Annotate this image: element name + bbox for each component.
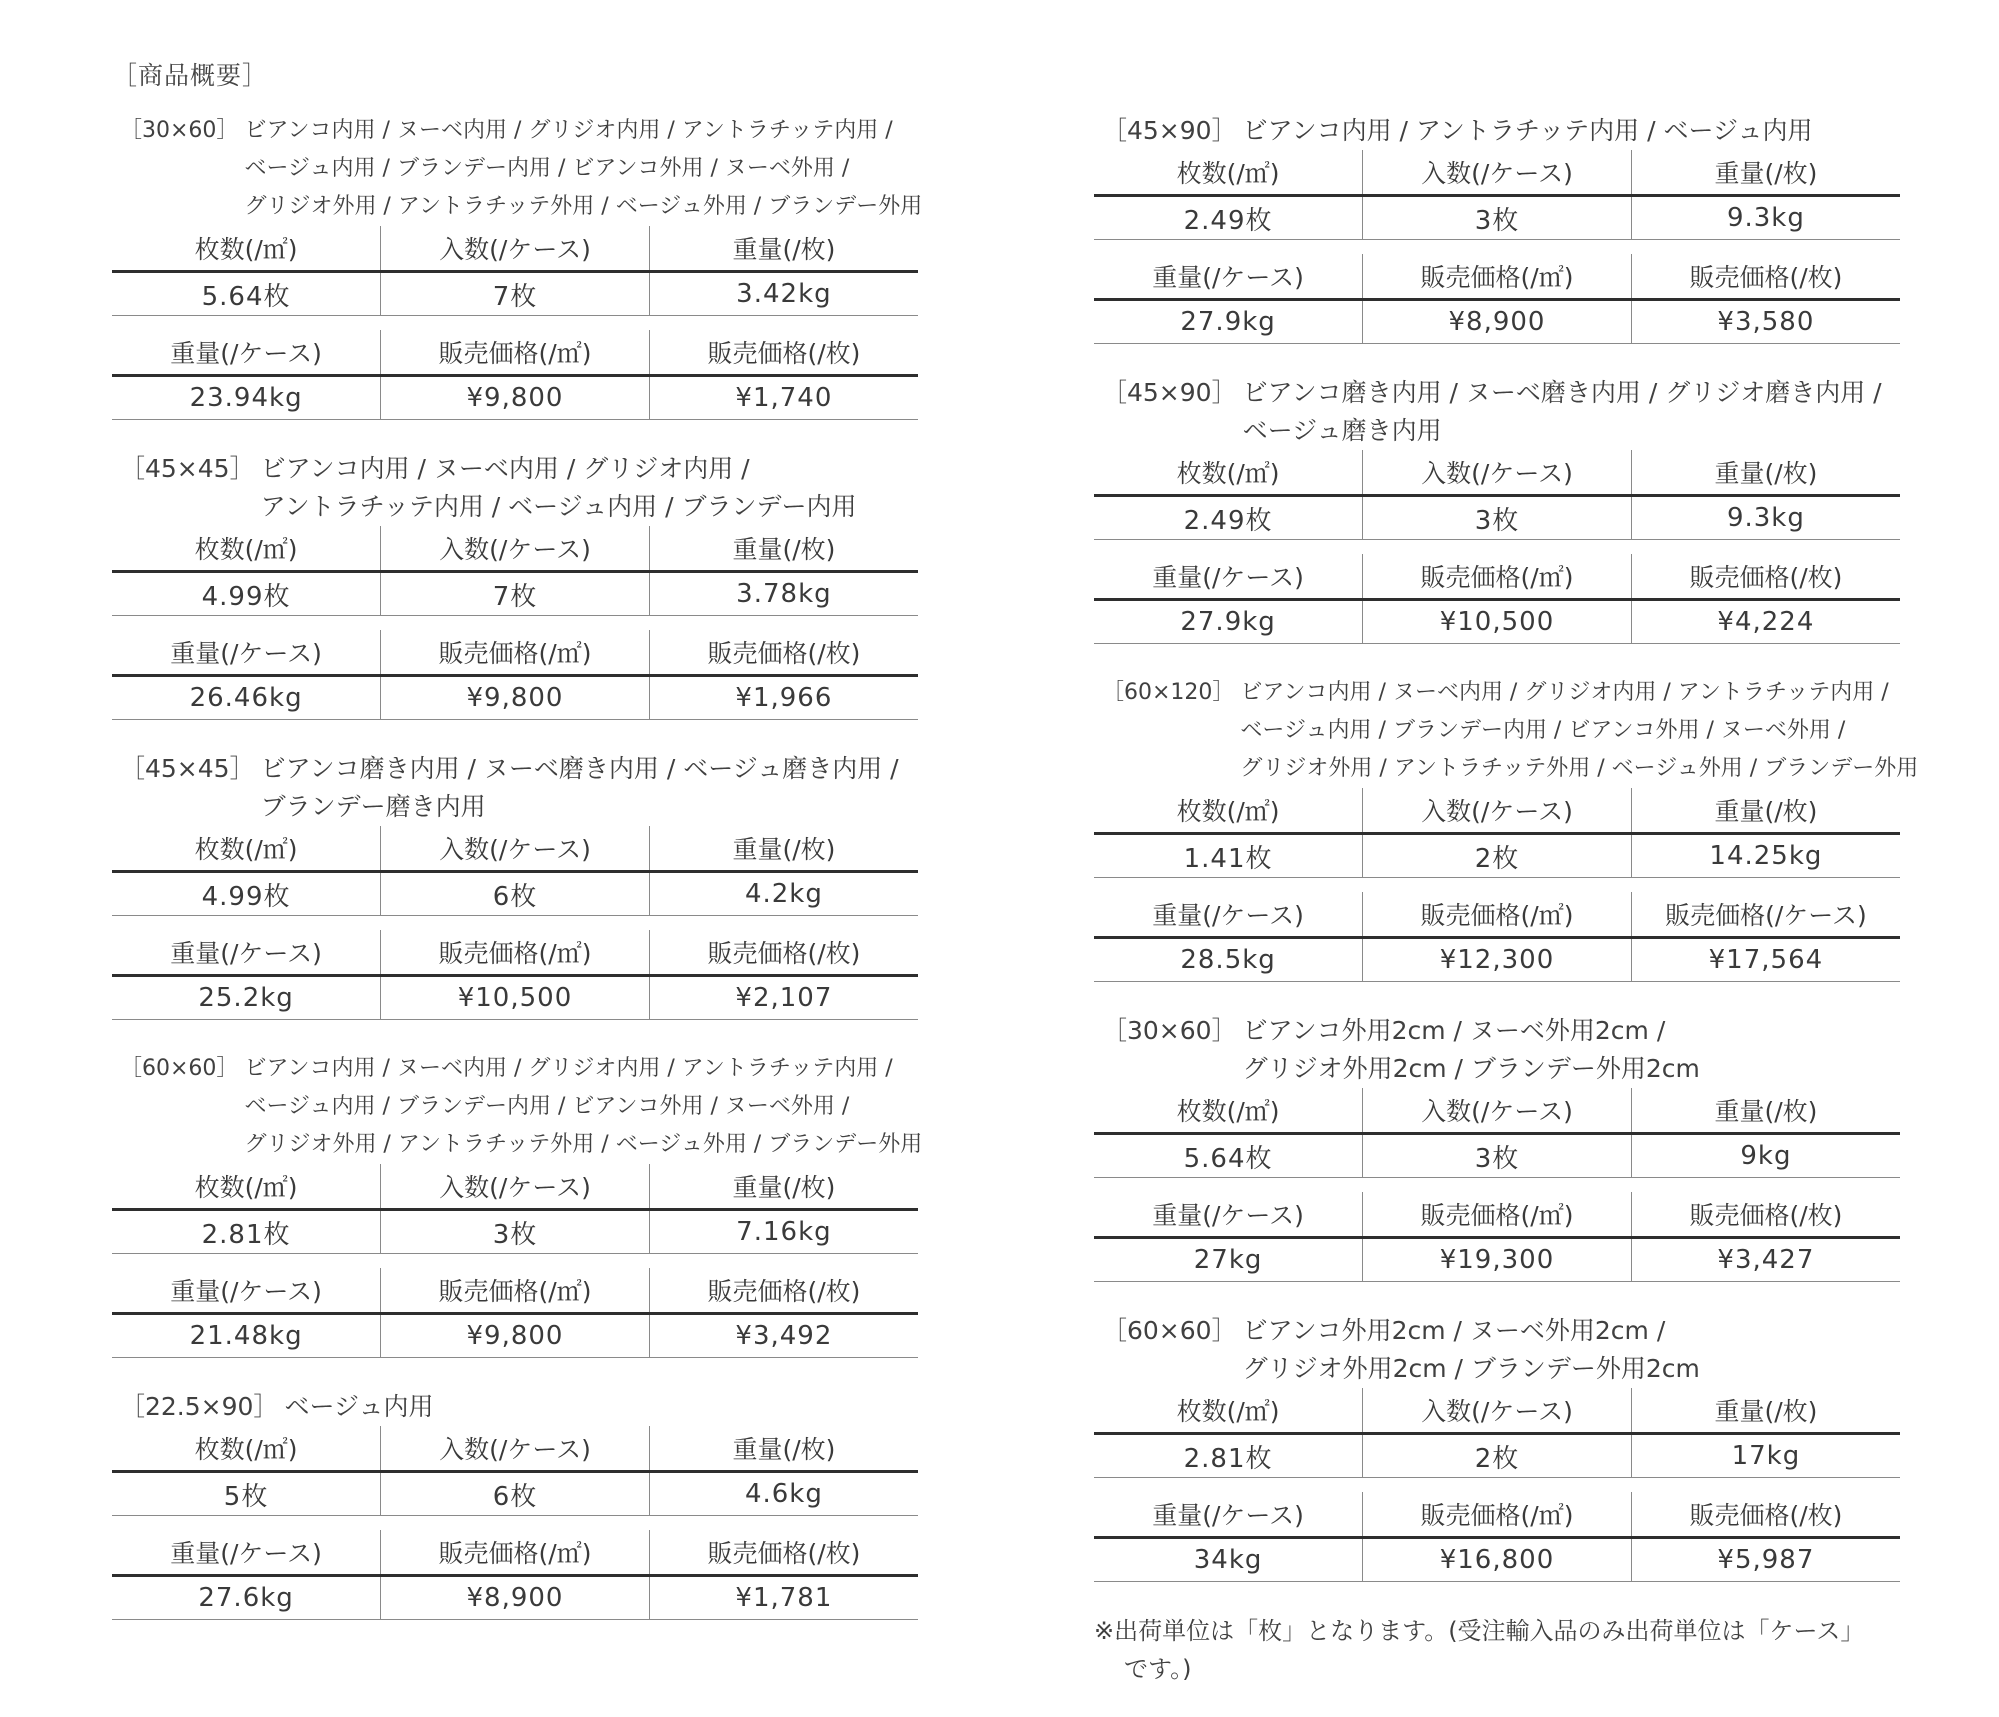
spec-value-row — [112, 976, 918, 1020]
product-section — [112, 750, 918, 1020]
spec-value-cell: 5枚 — [112, 1472, 381, 1516]
spec-body — [1094, 496, 1900, 540]
spec-table — [1094, 892, 1900, 982]
spec-header-cell: 販売価格(/枚) — [649, 1530, 918, 1576]
spec-header-cell: 重量(/枚) — [649, 226, 918, 272]
spec-header-row — [1094, 1492, 1900, 1538]
section-heading — [1094, 674, 1919, 788]
spec-body — [112, 572, 918, 616]
spec-header-cell: 販売価格(/枚) — [649, 930, 918, 976]
tile-size-label: ［45×90］ — [1102, 378, 1237, 407]
spec-value-row — [112, 272, 918, 316]
spec-body — [1094, 1134, 1900, 1178]
spec-header-cell: 枚数(/㎡) — [112, 526, 381, 572]
spec-header-row — [112, 1164, 918, 1210]
spec-header-cell: 販売価格(/㎡) — [381, 1530, 650, 1576]
spec-value-row — [112, 1210, 918, 1254]
spec-value-row — [112, 1314, 918, 1358]
spec-header-cell: 重量(/枚) — [649, 1164, 918, 1210]
spec-header-row — [112, 826, 918, 872]
spec-value-cell: 17kg — [1631, 1434, 1900, 1478]
product-name-line: ベージュ内用 / ブランデー内用 / ビアンコ外用 / ヌーベ外用 / — [1240, 718, 1846, 743]
spec-table — [112, 826, 918, 916]
spec-header-cell: 販売価格(/㎡) — [381, 930, 650, 976]
spec-value-cell: ¥3,580 — [1631, 300, 1900, 344]
tile-size-label: ［60×120］ — [1102, 680, 1235, 705]
spec-value-cell: 6枚 — [381, 872, 650, 916]
spec-value-cell: 9.3kg — [1631, 196, 1900, 240]
spec-table — [112, 1530, 918, 1620]
spec-value-cell: 4.99枚 — [112, 872, 381, 916]
spec-header-cell: 重量(/枚) — [1631, 450, 1900, 496]
spec-header-row — [1094, 1192, 1900, 1238]
spec-body — [1094, 300, 1900, 344]
spec-header-row — [112, 1530, 918, 1576]
spec-value-cell: 7枚 — [381, 272, 650, 316]
product-section — [1094, 1312, 1900, 1582]
right-column — [1094, 112, 1919, 1688]
spec-header-cell: 重量(/ケース) — [1094, 554, 1363, 600]
spec-table — [112, 1268, 918, 1358]
product-names — [1237, 112, 1900, 150]
spec-value-cell: 21.48kg — [112, 1314, 381, 1358]
spec-header-cell: 入数(/ケース) — [1363, 1388, 1632, 1434]
section-heading — [112, 450, 918, 526]
spec-value-cell: 3枚 — [1363, 1134, 1632, 1178]
spec-table — [1094, 450, 1900, 540]
spec-header-row — [1094, 150, 1900, 196]
spec-header-row — [1094, 450, 1900, 496]
shipping-note-line: です。) — [1124, 1655, 1192, 1683]
product-name-line: グリジオ外用 / アントラチッテ外用 / ベージュ外用 / ブランデー外用 — [1240, 756, 1919, 781]
spec-value-cell: 2.81枚 — [1094, 1434, 1363, 1478]
spec-value-cell: 3枚 — [381, 1210, 650, 1254]
product-names — [1237, 374, 1900, 450]
spec-value-row — [1094, 1134, 1900, 1178]
spec-value-cell: 27.9kg — [1094, 300, 1363, 344]
spec-table — [1094, 1388, 1900, 1478]
spec-table — [112, 1426, 918, 1516]
spec-header-row — [1094, 1088, 1900, 1134]
spec-value-row — [1094, 1434, 1900, 1478]
spec-value-cell: ¥19,300 — [1363, 1238, 1632, 1282]
product-names — [238, 1050, 922, 1164]
spec-header-cell: 販売価格(/㎡) — [381, 330, 650, 376]
product-name-line: ベージュ磨き内用 — [1242, 416, 1442, 445]
product-name-line: ベージュ内用 — [284, 1392, 434, 1421]
spec-value-row — [1094, 834, 1900, 878]
spec-header-cell: 枚数(/㎡) — [1094, 450, 1363, 496]
spec-header-row — [112, 1268, 918, 1314]
spec-header-row — [1094, 1388, 1900, 1434]
product-section — [1094, 112, 1900, 344]
spec-header-cell: 枚数(/㎡) — [112, 1426, 381, 1472]
spec-value-row — [112, 676, 918, 720]
product-name-line: ビアンコ内用 / ヌーベ内用 / グリジオ内用 / アントラチッテ内用 / — [244, 1056, 893, 1081]
product-section — [1094, 1012, 1900, 1282]
spec-header-row — [112, 1164, 918, 1210]
shipping-note-line: ※出荷単位は「枚」となります。(受注輸入品のみ出荷単位は「ケース」 — [1094, 1617, 1865, 1645]
product-names — [1237, 1312, 1900, 1388]
section-heading — [112, 112, 923, 226]
product-name-line: ビアンコ内用 / ヌーベ内用 / グリジオ内用 / アントラチッテ内用 / — [244, 118, 893, 143]
spec-table — [1094, 150, 1900, 240]
spec-header-cell: 販売価格(/㎡) — [1363, 254, 1632, 300]
spec-body — [112, 1210, 918, 1254]
spec-header-cell: 販売価格(/㎡) — [1363, 554, 1632, 600]
spec-header-cell: 販売価格(/枚) — [1631, 1192, 1900, 1238]
left-column — [112, 112, 923, 1650]
spec-header-row — [1094, 254, 1900, 300]
spec-value-cell: 3.78kg — [649, 572, 918, 616]
spec-header-row — [112, 526, 918, 572]
spec-value-row — [1094, 938, 1900, 982]
spec-table — [1094, 554, 1900, 644]
spec-value-cell: 2.81枚 — [112, 1210, 381, 1254]
spec-header-cell: 入数(/ケース) — [381, 1426, 650, 1472]
spec-header-row — [112, 1426, 918, 1472]
product-name-line: グリジオ外用2cm / ブランデー外用2cm — [1242, 1054, 1700, 1083]
spec-value-cell: 6枚 — [381, 1472, 650, 1516]
spec-value-cell: 2枚 — [1363, 1434, 1632, 1478]
spec-value-cell: 9kg — [1631, 1134, 1900, 1178]
spec-header-cell: 入数(/ケース) — [381, 526, 650, 572]
spec-header-cell: 枚数(/㎡) — [1094, 1388, 1363, 1434]
spec-header-cell: 販売価格(/㎡) — [381, 630, 650, 676]
spec-body — [112, 676, 918, 720]
spec-value-cell: ¥9,800 — [381, 676, 650, 720]
spec-header-row — [1094, 788, 1900, 834]
spec-header-row — [1094, 1388, 1900, 1434]
product-names — [278, 1388, 918, 1426]
spec-value-cell: ¥9,800 — [381, 376, 650, 420]
page-title: ［商品概要］ — [112, 61, 269, 90]
spec-header-cell: 枚数(/㎡) — [112, 226, 381, 272]
product-section — [1094, 374, 1900, 644]
spec-header-row — [112, 226, 918, 272]
spec-header-cell: 重量(/ケース) — [1094, 254, 1363, 300]
product-name-line: ブランデー磨き内用 — [260, 792, 486, 821]
spec-header-cell: 販売価格(/枚) — [649, 330, 918, 376]
spec-header-row — [112, 330, 918, 376]
spec-value-cell: ¥1,740 — [649, 376, 918, 420]
spec-value-row — [1094, 600, 1900, 644]
spec-body — [1094, 938, 1900, 982]
spec-value-row — [112, 872, 918, 916]
product-names — [238, 112, 922, 226]
spec-value-cell: 4.6kg — [649, 1472, 918, 1516]
section-heading — [1094, 112, 1900, 150]
spec-header-row — [1094, 1088, 1900, 1134]
spec-header-row — [112, 1426, 918, 1472]
spec-header-cell: 重量(/ケース) — [1094, 892, 1363, 938]
spec-value-cell: ¥1,781 — [649, 1576, 918, 1620]
tile-size-label: ［60×60］ — [120, 1056, 239, 1081]
product-name-line: ビアンコ外用2cm / ヌーベ外用2cm / — [1242, 1016, 1666, 1045]
spec-header-cell: 販売価格(/㎡) — [381, 1268, 650, 1314]
spec-header-cell: 枚数(/㎡) — [112, 826, 381, 872]
spec-value-cell: 2.49枚 — [1094, 196, 1363, 240]
spec-header-cell: 重量(/ケース) — [112, 930, 381, 976]
product-name-line: アントラチッテ内用 / ベージュ内用 / ブランデー内用 — [260, 492, 857, 521]
spec-table — [1094, 1088, 1900, 1178]
spec-value-cell: 14.25kg — [1631, 834, 1900, 878]
spec-header-cell: 販売価格(/ケース) — [1631, 892, 1900, 938]
tile-size-label: ［45×45］ — [120, 454, 255, 483]
spec-header-row — [1094, 892, 1900, 938]
spec-header-row — [1094, 788, 1900, 834]
product-name-line: グリジオ外用 / アントラチッテ外用 / ベージュ外用 / ブランデー外用 — [244, 194, 923, 219]
spec-value-row — [1094, 496, 1900, 540]
spec-table — [1094, 1192, 1900, 1282]
spec-header-row — [112, 930, 918, 976]
spec-value-cell: 23.94kg — [112, 376, 381, 420]
spec-header-cell: 販売価格(/枚) — [649, 1268, 918, 1314]
spec-header-cell: 販売価格(/枚) — [1631, 554, 1900, 600]
spec-header-cell: 入数(/ケース) — [381, 226, 650, 272]
spec-header-row — [1094, 554, 1900, 600]
spec-header-row — [112, 630, 918, 676]
spec-value-cell: ¥8,900 — [1363, 300, 1632, 344]
spec-header-cell: 重量(/ケース) — [1094, 1492, 1363, 1538]
spec-header-cell: 販売価格(/枚) — [649, 630, 918, 676]
tile-size-label: ［45×90］ — [1102, 116, 1237, 145]
spec-table — [1094, 1492, 1900, 1582]
spec-value-row — [112, 572, 918, 616]
spec-header-cell: 入数(/ケース) — [1363, 450, 1632, 496]
tile-size-label: ［22.5×90］ — [120, 1392, 279, 1421]
spec-value-cell: 26.46kg — [112, 676, 381, 720]
spec-header-cell: 販売価格(/㎡) — [1363, 1192, 1632, 1238]
spec-header-cell: 入数(/ケース) — [1363, 1088, 1632, 1134]
spec-value-cell: ¥3,492 — [649, 1314, 918, 1358]
spec-header-cell: 入数(/ケース) — [381, 826, 650, 872]
product-section — [112, 1388, 918, 1620]
product-name-line: ベージュ内用 / ブランデー内用 / ビアンコ外用 / ヌーベ外用 / — [244, 1094, 850, 1119]
spec-header-cell: 販売価格(/㎡) — [1363, 1492, 1632, 1538]
spec-header-cell: 販売価格(/㎡) — [1363, 892, 1632, 938]
spec-body — [1094, 600, 1900, 644]
product-name-line: ビアンコ内用 / アントラチッテ内用 / ベージュ内用 — [1242, 116, 1813, 145]
spec-value-cell: 34kg — [1094, 1538, 1363, 1582]
spec-header-row — [112, 1530, 918, 1576]
section-heading — [112, 750, 918, 826]
spec-header-cell: 重量(/枚) — [1631, 150, 1900, 196]
spec-body — [1094, 196, 1900, 240]
product-name-line: ビアンコ磨き内用 / ヌーベ磨き内用 / ベージュ磨き内用 / — [260, 754, 899, 783]
spec-value-cell: 27.6kg — [112, 1576, 381, 1620]
spec-value-cell: 4.99枚 — [112, 572, 381, 616]
tile-size-label: ［30×60］ — [120, 118, 239, 143]
spec-value-cell: 25.2kg — [112, 976, 381, 1020]
spec-header-cell: 重量(/枚) — [1631, 1388, 1900, 1434]
spec-body — [112, 872, 918, 916]
spec-header-cell: 入数(/ケース) — [381, 1164, 650, 1210]
spec-body — [1094, 1434, 1900, 1478]
spec-value-cell: 27.9kg — [1094, 600, 1363, 644]
spec-value-cell: 2.49枚 — [1094, 496, 1363, 540]
spec-body — [112, 1314, 918, 1358]
spec-header-cell: 入数(/ケース) — [1363, 788, 1632, 834]
spec-table — [1094, 788, 1900, 878]
spec-header-cell: 重量(/枚) — [1631, 1088, 1900, 1134]
spec-value-cell: 28.5kg — [1094, 938, 1363, 982]
product-name-line: グリジオ外用 / アントラチッテ外用 / ベージュ外用 / ブランデー外用 — [244, 1132, 923, 1157]
spec-body — [112, 376, 918, 420]
spec-table — [1094, 254, 1900, 344]
product-name-line: ビアンコ外用2cm / ヌーベ外用2cm / — [1242, 1316, 1666, 1345]
spec-table — [112, 1164, 918, 1254]
spec-header-cell: 重量(/ケース) — [112, 1530, 381, 1576]
spec-header-cell: 枚数(/㎡) — [112, 1164, 381, 1210]
spec-value-row — [112, 1576, 918, 1620]
spec-value-cell: ¥12,300 — [1363, 938, 1632, 982]
product-names — [255, 450, 918, 526]
product-names — [255, 750, 918, 826]
spec-value-cell: ¥10,500 — [1363, 600, 1632, 644]
spec-value-cell: 3枚 — [1363, 196, 1632, 240]
product-name-line: ビアンコ内用 / ヌーベ内用 / グリジオ内用 / アントラチッテ内用 / — [1240, 680, 1889, 705]
tile-size-label: ［45×45］ — [120, 754, 255, 783]
spec-value-cell: ¥3,427 — [1631, 1238, 1900, 1282]
spec-value-cell: 7枚 — [381, 572, 650, 616]
product-name-line: グリジオ外用2cm / ブランデー外用2cm — [1242, 1354, 1700, 1383]
spec-body — [1094, 1238, 1900, 1282]
spec-table — [112, 526, 918, 616]
spec-body — [1094, 834, 1900, 878]
spec-header-cell: 枚数(/㎡) — [1094, 150, 1363, 196]
spec-value-cell: ¥1,966 — [649, 676, 918, 720]
spec-header-cell: 重量(/枚) — [649, 1426, 918, 1472]
spec-header-row — [112, 526, 918, 572]
spec-header-cell: 枚数(/㎡) — [1094, 788, 1363, 834]
spec-value-cell: 9.3kg — [1631, 496, 1900, 540]
spec-header-row — [112, 226, 918, 272]
spec-value-row — [1094, 1538, 1900, 1582]
spec-value-cell: ¥8,900 — [381, 1576, 650, 1620]
spec-value-row — [112, 376, 918, 420]
spec-header-row — [1094, 1492, 1900, 1538]
spec-value-cell: 2枚 — [1363, 834, 1632, 878]
spec-value-cell: 3.42kg — [649, 272, 918, 316]
spec-table — [112, 226, 918, 316]
spec-value-cell: 1.41枚 — [1094, 834, 1363, 878]
product-name-line: ビアンコ磨き内用 / ヌーベ磨き内用 / グリジオ磨き内用 / — [1242, 378, 1882, 407]
spec-header-cell: 販売価格(/枚) — [1631, 254, 1900, 300]
spec-value-cell: 3枚 — [1363, 496, 1632, 540]
section-heading — [1094, 1012, 1900, 1088]
spec-value-row — [1094, 300, 1900, 344]
spec-header-row — [112, 930, 918, 976]
product-section — [112, 450, 918, 720]
spec-header-cell: 入数(/ケース) — [1363, 150, 1632, 196]
spec-header-row — [1094, 1192, 1900, 1238]
spec-header-row — [1094, 254, 1900, 300]
spec-value-cell: 7.16kg — [649, 1210, 918, 1254]
spec-table — [112, 330, 918, 420]
product-names — [1237, 1012, 1900, 1088]
spec-value-cell: 4.2kg — [649, 872, 918, 916]
spec-header-row — [112, 630, 918, 676]
spec-header-cell: 販売価格(/枚) — [1631, 1492, 1900, 1538]
product-names — [1234, 674, 1918, 788]
spec-body — [1094, 1538, 1900, 1582]
spec-body — [112, 1576, 918, 1620]
spec-header-cell: 重量(/ケース) — [112, 630, 381, 676]
spec-value-row — [112, 1472, 918, 1516]
spec-table — [112, 630, 918, 720]
section-heading — [112, 1388, 918, 1426]
spec-value-row — [1094, 1238, 1900, 1282]
spec-value-cell: ¥16,800 — [1363, 1538, 1632, 1582]
spec-header-row — [1094, 892, 1900, 938]
spec-body — [112, 272, 918, 316]
spec-header-row — [1094, 450, 1900, 496]
spec-header-row — [112, 330, 918, 376]
spec-value-cell: ¥4,224 — [1631, 600, 1900, 644]
spec-header-row — [112, 1268, 918, 1314]
spec-header-cell: 重量(/ケース) — [112, 330, 381, 376]
spec-header-cell: 重量(/枚) — [1631, 788, 1900, 834]
spec-body — [112, 976, 918, 1020]
spec-header-cell: 重量(/ケース) — [112, 1268, 381, 1314]
spec-header-cell: 重量(/ケース) — [1094, 1192, 1363, 1238]
spec-header-row — [112, 826, 918, 872]
product-name-line: ベージュ内用 / ブランデー内用 / ビアンコ外用 / ヌーベ外用 / — [244, 156, 850, 181]
product-section — [112, 1050, 923, 1358]
section-heading — [1094, 1312, 1900, 1388]
tile-size-label: ［30×60］ — [1102, 1016, 1237, 1045]
spec-value-cell: ¥10,500 — [381, 976, 650, 1020]
spec-header-row — [1094, 150, 1900, 196]
product-name-line: ビアンコ内用 / ヌーベ内用 / グリジオ内用 / — [260, 454, 750, 483]
spec-value-cell: 5.64枚 — [1094, 1134, 1363, 1178]
section-heading — [112, 1050, 923, 1164]
product-section — [112, 112, 923, 420]
spec-value-cell: ¥5,987 — [1631, 1538, 1900, 1582]
spec-value-cell: ¥9,800 — [381, 1314, 650, 1358]
spec-value-cell: ¥17,564 — [1631, 938, 1900, 982]
section-heading — [1094, 374, 1900, 450]
spec-value-cell: ¥2,107 — [649, 976, 918, 1020]
product-section — [1094, 674, 1919, 982]
spec-header-cell: 枚数(/㎡) — [1094, 1088, 1363, 1134]
shipping-note — [1094, 1612, 1900, 1688]
spec-value-cell: 5.64枚 — [112, 272, 381, 316]
spec-header-cell: 重量(/枚) — [649, 526, 918, 572]
spec-value-cell: 27kg — [1094, 1238, 1363, 1282]
spec-header-cell: 重量(/枚) — [649, 826, 918, 872]
spec-value-row — [1094, 196, 1900, 240]
spec-body — [112, 1472, 918, 1516]
tile-size-label: ［60×60］ — [1102, 1316, 1237, 1345]
spec-table — [112, 930, 918, 1020]
spec-header-row — [1094, 554, 1900, 600]
